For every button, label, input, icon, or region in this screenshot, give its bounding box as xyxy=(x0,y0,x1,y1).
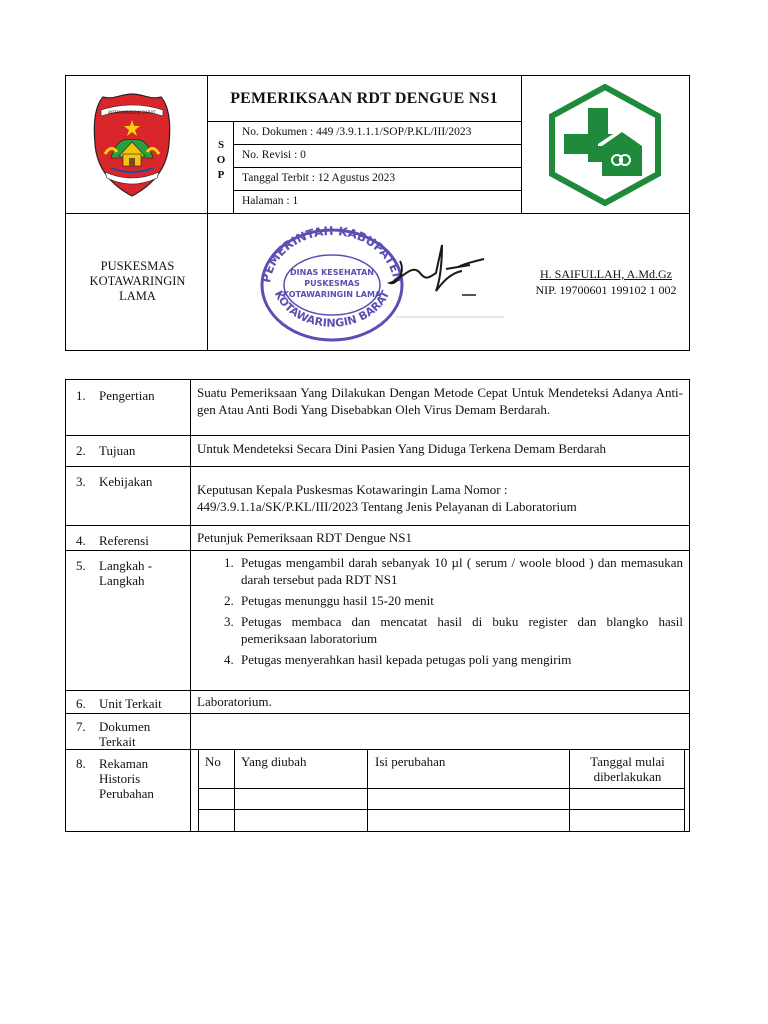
puskesmas-logo xyxy=(546,84,664,206)
sop-header xyxy=(65,75,690,351)
row-label: Dokumen Terkait xyxy=(99,719,151,749)
emblem-banner-text: KOTAWARINGIN BARAT xyxy=(108,110,156,115)
row-value: Untuk Mendeteksi Secara Dini Pasien Yang Diduga Terkena Demam Berdarah xyxy=(197,441,606,456)
row-value-line: Keputusan Kepala Puskesmas Kotawaringin Lama Nomor : xyxy=(197,482,508,497)
stamp-bottom-text: KOTAWARINGIN BARAT xyxy=(271,288,393,330)
signer-nip: NIP. 19700601 199102 1 002 xyxy=(535,283,677,297)
stamp-mid-text: KOTAWARINGIN LAMA xyxy=(282,290,382,299)
document-title: PEMERIKSAAN RDT DENGUE NS1 xyxy=(230,90,498,107)
row-value-line: 449/3.9.1.1a/SK/P.KL/III/2023 Tentang Jenis Pelayanan di Laboratorium xyxy=(197,499,577,514)
org-line: KOTAWARINGIN xyxy=(89,274,186,288)
sop-content-table xyxy=(65,379,690,832)
row-number: 4. xyxy=(76,533,86,548)
step-item: 2. Petugas menunggu hasil 15-20 menit xyxy=(237,592,683,609)
row-value: Petunjuk Pemeriksaan RDT Dengue NS1 xyxy=(197,530,412,545)
history-header-isi-perubahan: Isi perubahan xyxy=(375,754,446,769)
row-label: Referensi xyxy=(99,533,149,548)
stamp-top-text: PEMERINTAH KABUPATEN xyxy=(259,223,405,284)
row-label: Unit Terkait xyxy=(99,696,162,711)
history-header-tanggal: Tanggal mulai diberlakukan xyxy=(590,754,665,784)
row-number: 6. xyxy=(76,696,86,711)
halaman: Halaman : 1 xyxy=(242,195,299,207)
signer-name: H. SAIFULLAH, A.Md.Gz xyxy=(540,267,672,281)
row-number: 5. xyxy=(76,558,86,573)
row-number: 2. xyxy=(76,443,86,458)
step-item: 4. Petugas menyerahkan hasil kepada petugas poli yang mengirim xyxy=(237,651,683,668)
row-value: Laboratorium. xyxy=(197,694,272,709)
steps-list xyxy=(197,554,683,672)
row-value: Suatu Pemeriksaan Yang Dilakukan Dengan Metode Cepat Untuk Mendeteksi Adanya Anti-gen Atau Anti Bodi Yang Disebabkan Oleh Virus Demam Berdarah. xyxy=(197,385,683,417)
no-dokumen: No. Dokumen : 449 /3.9.1.1.1/SOP/P.KL/III/2023 xyxy=(242,126,472,138)
signer-block xyxy=(521,266,691,298)
row-number: 7. xyxy=(76,719,86,734)
step-item: 1. Petugas mengambil darah sebanyak 10 µl ( serum / woole blood ) dan memasukan darah tersebut pada RDT NS1 xyxy=(237,554,683,588)
row-label: Tujuan xyxy=(99,443,136,458)
tanggal-terbit: Tanggal Terbit : 12 Agustus 2023 xyxy=(242,172,396,184)
row-label: Langkah - Langkah xyxy=(99,558,153,588)
no-revisi: No. Revisi : 0 xyxy=(242,149,306,161)
org-line: LAMA xyxy=(119,289,156,303)
history-table xyxy=(198,749,685,832)
stamp-mid-text: DINAS KESEHATAN xyxy=(290,268,374,277)
row-number: 3. xyxy=(76,474,86,489)
sop-letter: S xyxy=(217,139,225,151)
history-header-yang-diubah: Yang diubah xyxy=(241,754,307,769)
row-number: 1. xyxy=(76,388,86,403)
org-line: PUSKESMAS xyxy=(100,259,175,273)
row-label: Rekaman Historis Perubahan xyxy=(99,756,154,801)
row-label: Pengertian xyxy=(99,388,155,403)
signature xyxy=(366,233,506,323)
history-header-no: No xyxy=(205,754,221,769)
row-label: Kebijakan xyxy=(99,474,153,489)
organization-name xyxy=(66,259,209,304)
stamp-mid-text: PUSKESMAS xyxy=(304,279,360,288)
regional-emblem xyxy=(91,92,173,198)
row-number: 8. xyxy=(76,756,86,771)
sop-letter: P xyxy=(217,169,225,181)
sop-letter: O xyxy=(216,154,226,166)
sop-vertical-label xyxy=(209,138,233,183)
step-item: 3. Petugas membaca dan mencatat hasil di buku register dan blangko hasil pemeriksaan laboratorium xyxy=(237,613,683,647)
